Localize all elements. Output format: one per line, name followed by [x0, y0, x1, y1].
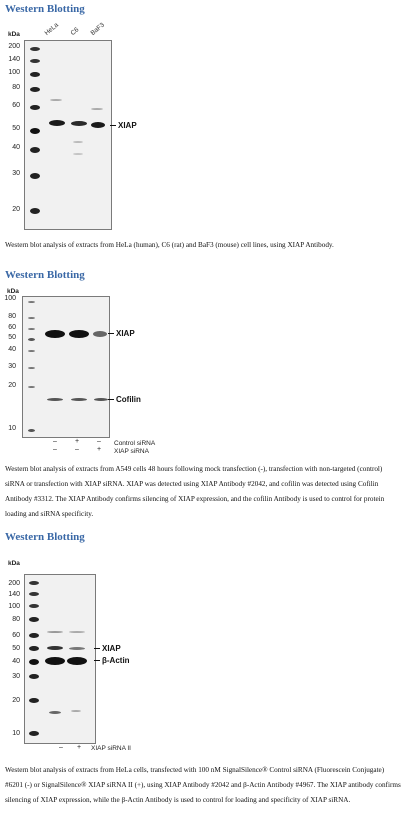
- marker-label: 20: [12, 697, 20, 704]
- lane-label-hela: HeLa: [43, 21, 60, 37]
- marker-label: 200: [8, 580, 20, 587]
- figure2-target-cofilin: Cofilin: [108, 395, 141, 404]
- figure2-kda-label: kDa: [7, 288, 19, 295]
- marker-label: 50: [12, 125, 20, 132]
- condition-sign: –: [75, 446, 79, 453]
- marker-label: 100: [8, 69, 20, 76]
- marker-label: 30: [8, 363, 16, 370]
- figure3-blot-image: [24, 574, 96, 744]
- marker-label: 80: [12, 84, 20, 91]
- condition-label-control-sirna: Control siRNA: [114, 440, 156, 447]
- figure3-heading: Western Blotting: [5, 531, 85, 543]
- marker-label: 60: [12, 102, 20, 109]
- marker-label: 100: [8, 603, 20, 610]
- marker-label: 60: [8, 324, 16, 331]
- marker-label: 30: [12, 673, 20, 680]
- figure3-kda-label: kDa: [8, 560, 20, 567]
- figure3-caption: Western blot analysis of extracts from HeLa cells, transfected with 100 nM SignalSilence® Control siRNA (Fluorescein Conjugate) #6201 (-) or SignalSilence® XIAP siRNA II (+), using XIAP Antibody #2042 and β-Actin Antibody #4967. The XIAP antibody confirms silencing of XIAP expression, while the β-Actin Antibody is used to control for loading and specificity of XIAP siRNA.: [5, 766, 401, 804]
- marker-label: 20: [8, 382, 16, 389]
- marker-label: 40: [12, 658, 20, 665]
- marker-label: 20: [12, 206, 20, 213]
- marker-label: 200: [8, 43, 20, 50]
- figure2-heading: Western Blotting: [5, 269, 85, 281]
- condition-label-xiap-sirna: XIAP siRNA: [114, 448, 149, 455]
- figure2-blot-image: [22, 296, 110, 438]
- marker-label: 80: [12, 616, 20, 623]
- marker-label: 10: [8, 425, 16, 432]
- figure1-heading: Western Blotting: [5, 3, 85, 15]
- condition-sign: –: [53, 438, 57, 445]
- figure1-target-xiap: XIAP: [110, 121, 137, 130]
- figure2-target-xiap: XIAP: [108, 329, 135, 338]
- marker-label: 100: [4, 295, 16, 302]
- lane-label-c6: C6: [69, 26, 81, 37]
- marker-label: 80: [8, 313, 16, 320]
- figure2-caption: Western blot analysis of extracts from A549 cells 48 hours following mock transfection (-), transfection with non-targeted (control) siRNA or transfection with XIAP siRNA. XIAP was detected using XIAP Antibody #2042, and cofilin was detected using Cofilin Antibody #3312. The XIAP Antibody confirms silencing of XIAP expression, and the cofilin Antibody is used to control for protein loading and siRNA specificity.: [5, 465, 385, 518]
- condition-sign: +: [74, 438, 80, 445]
- marker-label: 140: [8, 56, 20, 63]
- marker-label: 30: [12, 170, 20, 177]
- marker-label: 50: [12, 645, 20, 652]
- figure1-caption: Western blot analysis of extracts from HeLa (human), C6 (rat) and BaF3 (mouse) cell lines, using XIAP Antibody.: [5, 241, 334, 249]
- lane-label-baf3: BaF3: [89, 21, 106, 37]
- condition-sign: +: [76, 744, 82, 751]
- condition-sign: –: [59, 744, 63, 751]
- condition-sign: +: [96, 446, 102, 453]
- marker-label: 140: [8, 591, 20, 598]
- condition-sign: –: [53, 446, 57, 453]
- figure3-target-beta-actin: β-Actin: [94, 656, 130, 665]
- figure1-kda-label: kDa: [8, 31, 20, 38]
- marker-label: 50: [8, 334, 16, 341]
- marker-label: 10: [12, 730, 20, 737]
- marker-label: 60: [12, 632, 20, 639]
- condition-label-xiap-sirna-ii: XIAP siRNA II: [91, 745, 131, 752]
- condition-sign: –: [97, 438, 101, 445]
- figure3-target-xiap: XIAP: [94, 644, 121, 653]
- marker-label: 40: [8, 346, 16, 353]
- marker-label: 40: [12, 144, 20, 151]
- figure1-blot-image: [24, 40, 112, 230]
